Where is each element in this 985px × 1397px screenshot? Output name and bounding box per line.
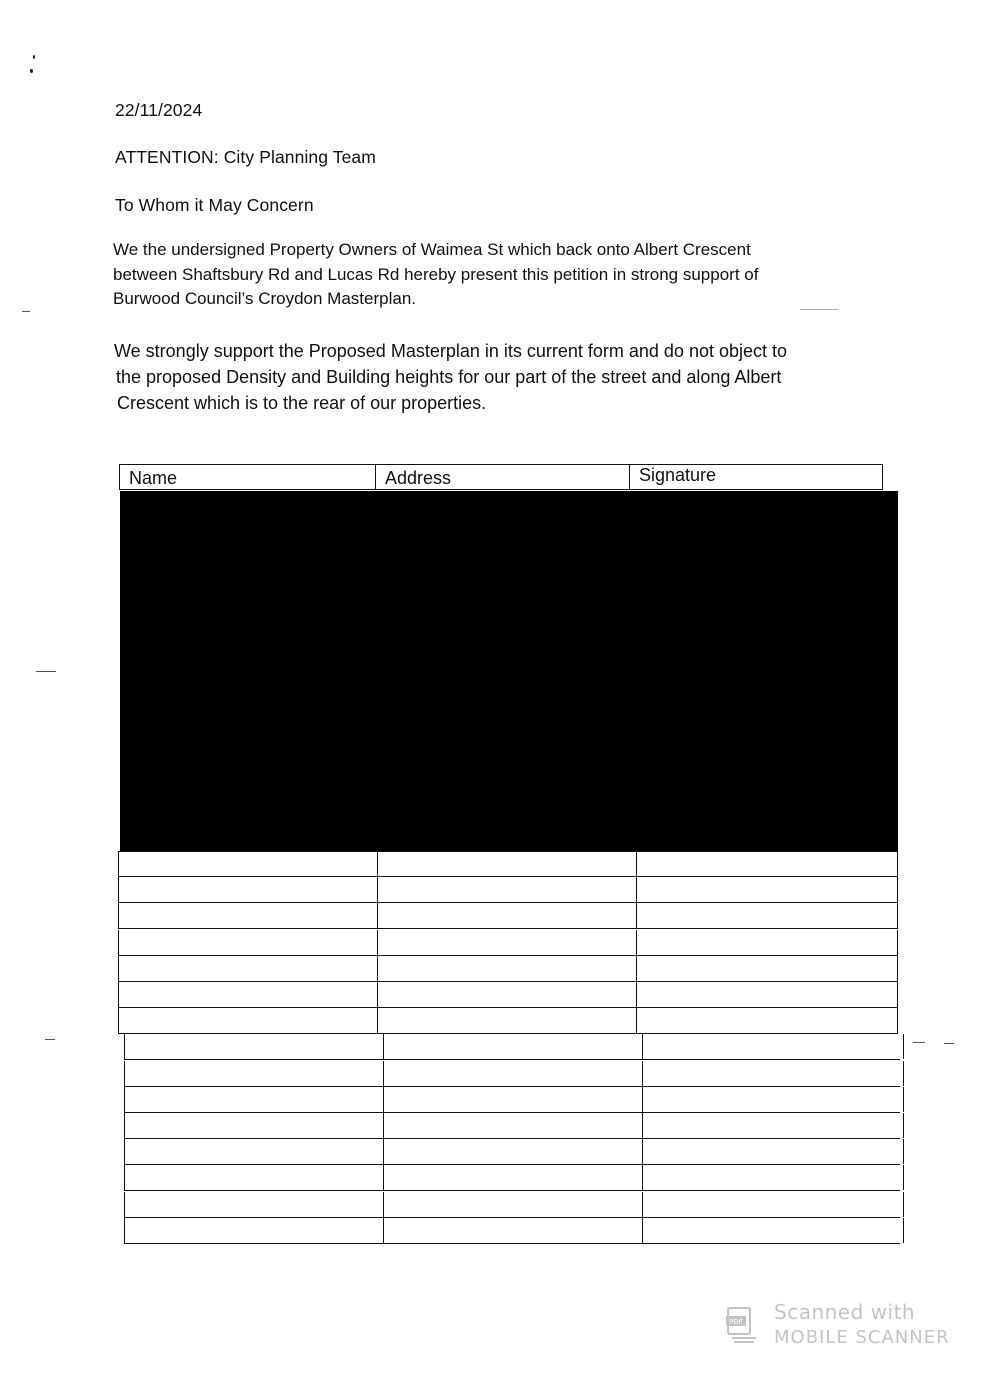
address-cell bbox=[377, 930, 636, 955]
scan-speck bbox=[45, 1039, 55, 1040]
scan-speck bbox=[913, 1042, 925, 1043]
signature-cell bbox=[642, 1087, 904, 1112]
scan-speck bbox=[30, 69, 33, 73]
support-paragraph bbox=[114, 338, 787, 416]
address-cell bbox=[377, 877, 636, 902]
signature-cell bbox=[642, 1218, 904, 1243]
signature-cell bbox=[642, 1165, 904, 1190]
address-cell bbox=[377, 852, 636, 876]
redaction-block bbox=[120, 491, 898, 851]
table-row bbox=[118, 1008, 898, 1034]
name-cell bbox=[118, 1008, 377, 1033]
name-cell bbox=[118, 956, 377, 981]
watermark-line2: MOBILE SCANNER bbox=[774, 1327, 950, 1348]
salutation: To Whom it May Concern bbox=[115, 195, 314, 215]
paragraph-line: Burwood Council’s Croydon Masterplan. bbox=[113, 289, 417, 308]
table-row bbox=[118, 903, 898, 929]
paragraph-line: Crescent which is to the rear of our properties. bbox=[117, 393, 487, 413]
letter-date: 22/11/2024 bbox=[115, 100, 203, 120]
name-cell bbox=[118, 852, 377, 876]
name-cell bbox=[118, 877, 377, 902]
table-row bbox=[118, 930, 898, 956]
address-cell bbox=[383, 1113, 642, 1138]
pdf-scanner-icon bbox=[726, 1306, 760, 1344]
paragraph-line: We strongly support the Proposed Masterplan in its current form and do not object to bbox=[114, 341, 788, 361]
table-header bbox=[119, 464, 883, 490]
table-row bbox=[118, 877, 898, 903]
name-cell bbox=[124, 1113, 383, 1138]
header-address: Address bbox=[376, 465, 630, 489]
name-cell bbox=[124, 1165, 383, 1190]
signature-table-rows bbox=[118, 851, 900, 1251]
scan-speck bbox=[800, 309, 838, 310]
paragraph-line: between Shaftsbury Rd and Lucas Rd hereby present this petition in strong support of bbox=[113, 264, 759, 284]
address-cell bbox=[383, 1061, 642, 1086]
header-name: Name bbox=[120, 465, 376, 489]
signature-cell bbox=[642, 1113, 904, 1138]
name-cell bbox=[124, 1034, 383, 1059]
signature-cell bbox=[642, 1034, 904, 1059]
scan-speck bbox=[36, 671, 56, 672]
address-cell bbox=[377, 982, 636, 1007]
table-row bbox=[124, 1087, 900, 1113]
signature-cell bbox=[642, 1061, 904, 1086]
table-row bbox=[124, 1165, 900, 1191]
table-row bbox=[124, 1034, 900, 1060]
name-cell bbox=[124, 1139, 383, 1164]
table-row bbox=[118, 956, 898, 982]
address-cell bbox=[383, 1165, 642, 1190]
scan-speck bbox=[22, 311, 30, 312]
signature-cell bbox=[636, 852, 898, 876]
address-cell bbox=[377, 956, 636, 981]
name-cell bbox=[124, 1061, 383, 1086]
address-cell bbox=[383, 1034, 642, 1059]
petition-paragraph bbox=[113, 238, 758, 312]
name-cell bbox=[118, 930, 377, 955]
address-cell bbox=[383, 1087, 642, 1112]
table-row bbox=[124, 1218, 900, 1244]
scanner-watermark bbox=[726, 1298, 956, 1350]
paragraph-line: the proposed Density and Building heights for our part of the street and along Albert bbox=[116, 367, 782, 387]
address-cell bbox=[377, 1008, 636, 1033]
signature-cell bbox=[636, 1008, 898, 1033]
name-cell bbox=[124, 1192, 383, 1217]
signature-cell bbox=[636, 982, 898, 1007]
table-row bbox=[124, 1061, 900, 1087]
address-cell bbox=[383, 1192, 642, 1217]
scan-speck bbox=[33, 55, 35, 59]
name-cell bbox=[118, 903, 377, 928]
table-row bbox=[118, 982, 898, 1008]
table-row bbox=[124, 1192, 900, 1218]
name-cell bbox=[124, 1087, 383, 1112]
table-row bbox=[124, 1139, 900, 1165]
header-signature: Signature bbox=[639, 465, 717, 485]
table-row bbox=[118, 851, 898, 877]
attention-line: ATTENTION: City Planning Team bbox=[115, 147, 376, 167]
svg-text:PDF: PDF bbox=[729, 1318, 743, 1326]
signature-cell bbox=[636, 903, 898, 928]
name-cell bbox=[118, 982, 377, 1007]
signature-cell bbox=[642, 1192, 904, 1217]
signature-cell bbox=[636, 930, 898, 955]
signature-cell bbox=[636, 877, 898, 902]
name-cell bbox=[124, 1218, 383, 1243]
watermark-line1: Scanned with bbox=[774, 1300, 916, 1324]
paragraph-line: We the undersigned Property Owners of Waimea St which back onto Albert Crescent bbox=[113, 240, 751, 259]
signature-cell bbox=[636, 956, 898, 981]
signature-cell bbox=[642, 1139, 904, 1164]
scan-speck bbox=[944, 1043, 954, 1044]
address-cell bbox=[377, 903, 636, 928]
address-cell bbox=[383, 1139, 642, 1164]
address-cell bbox=[383, 1218, 642, 1243]
table-row bbox=[124, 1113, 900, 1139]
